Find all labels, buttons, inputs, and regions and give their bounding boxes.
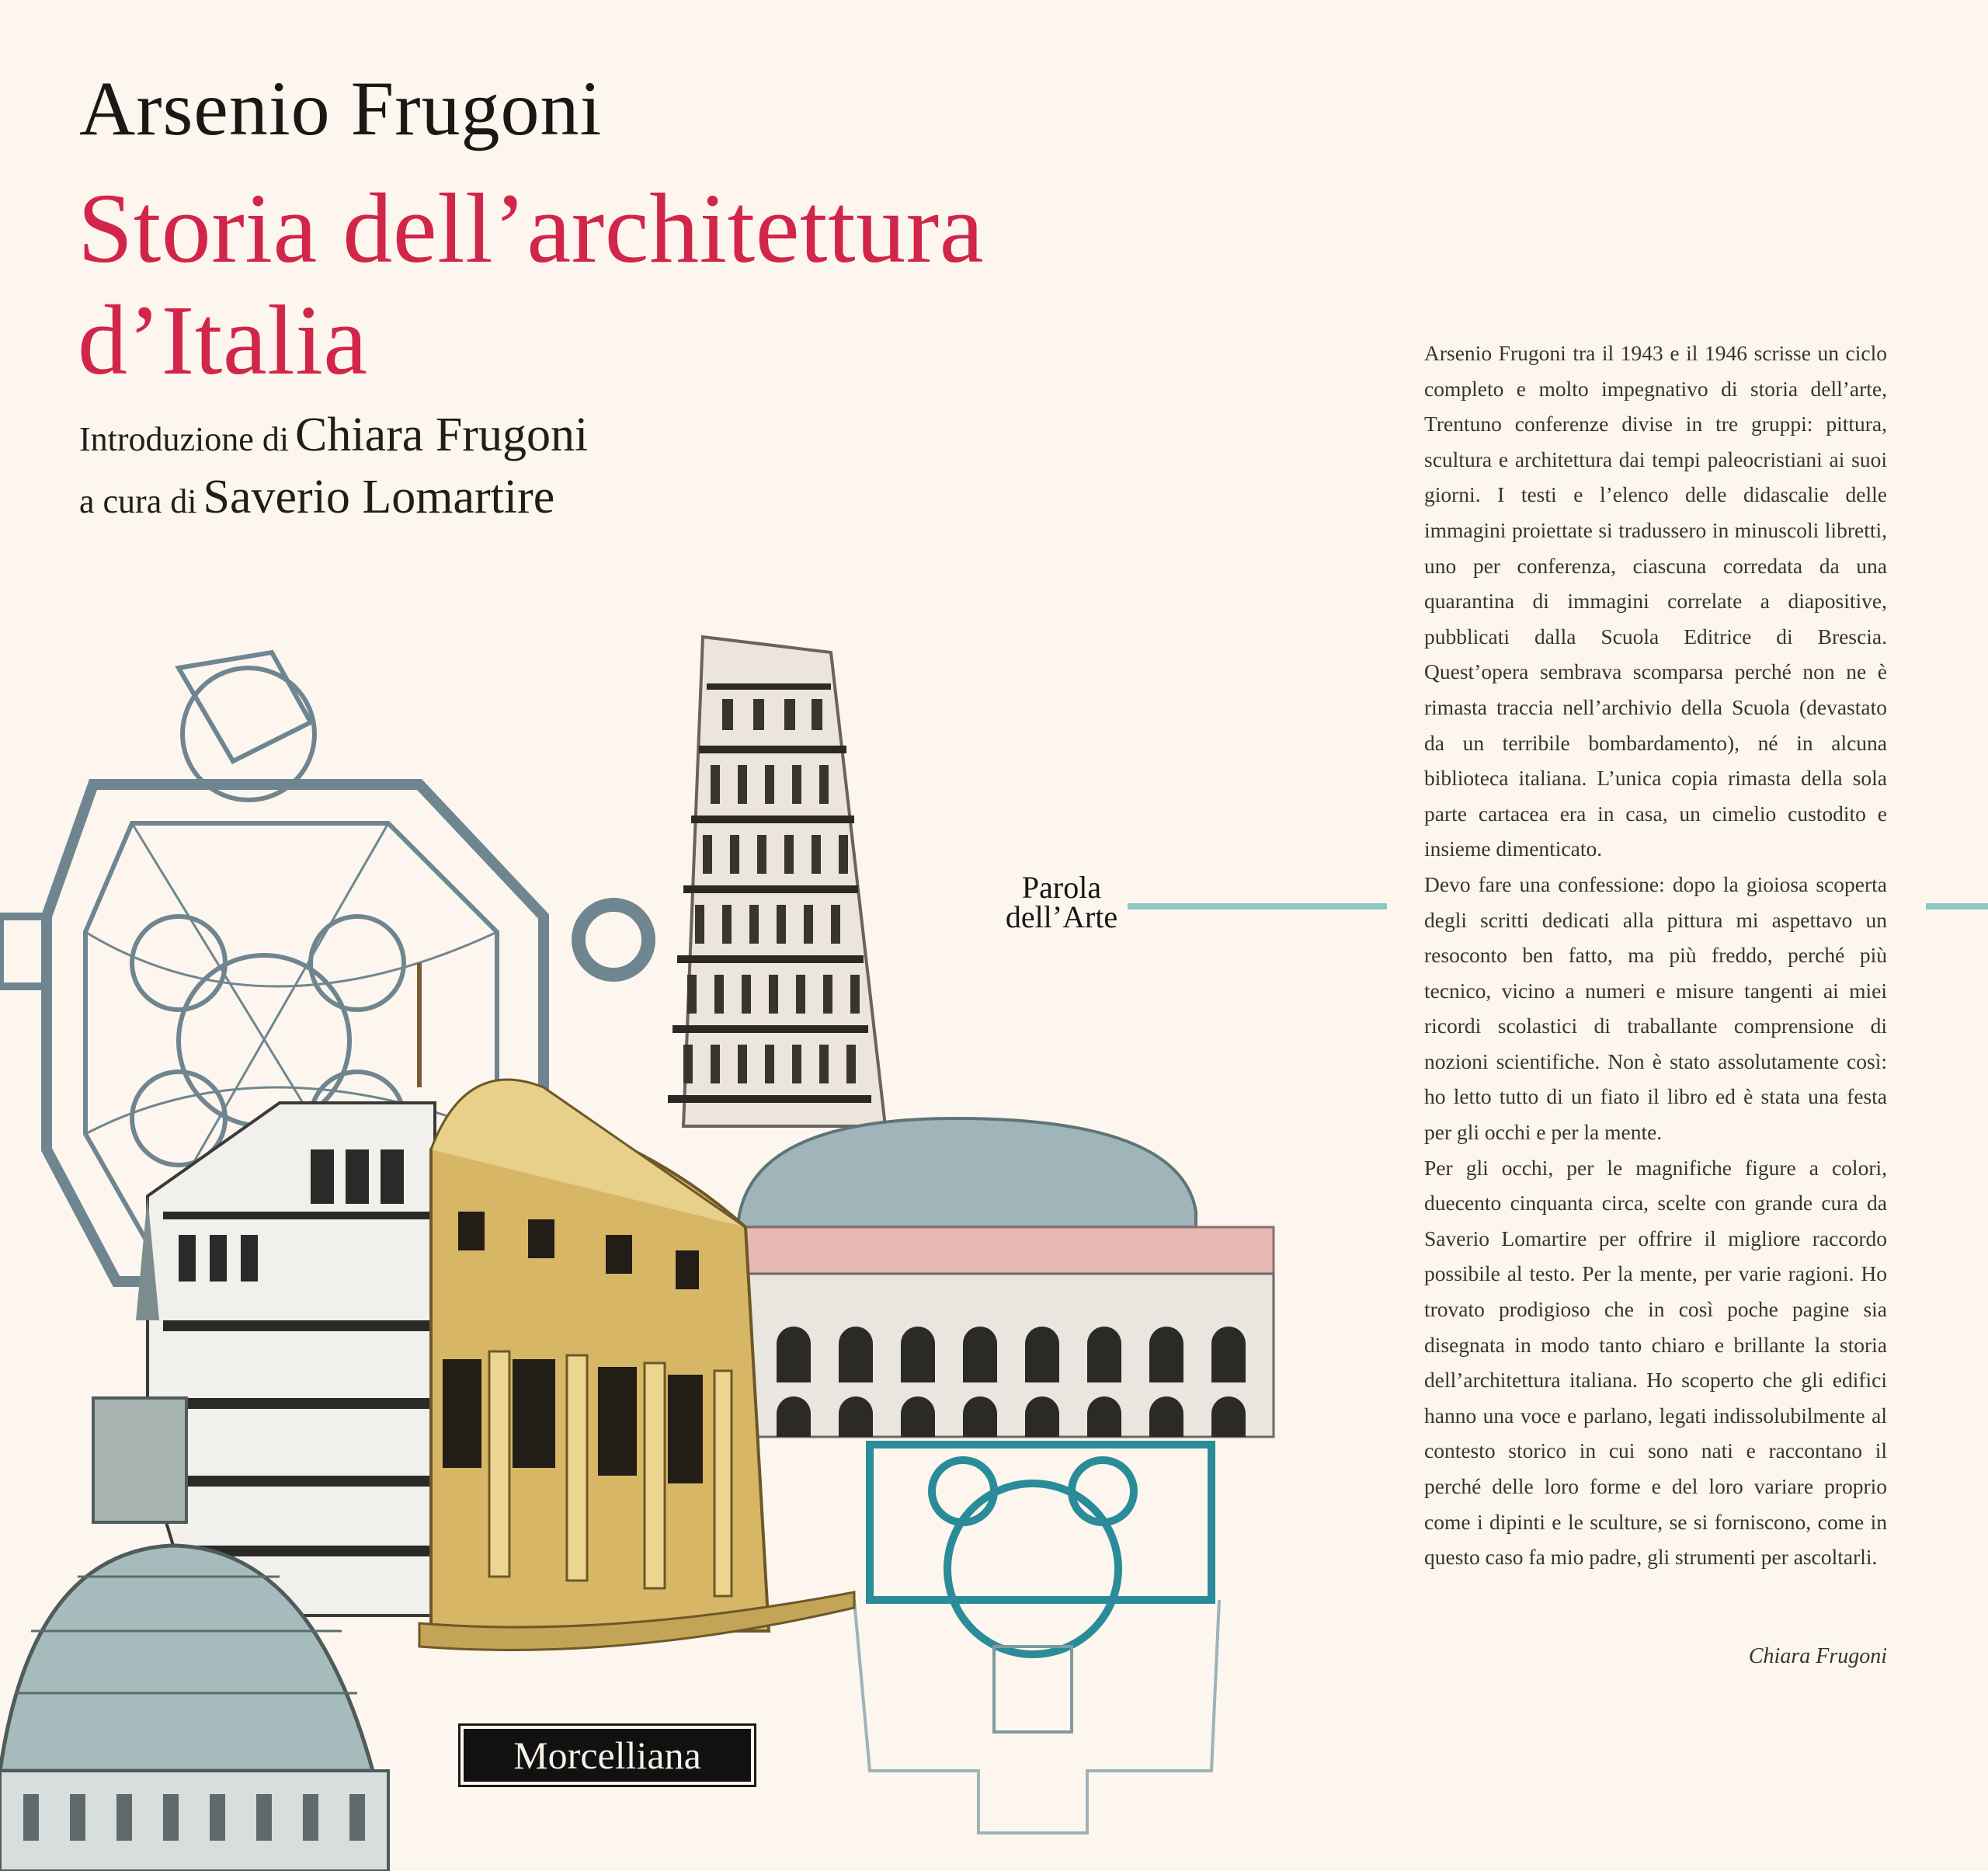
introduction-credit: [79, 404, 588, 466]
church-plan: [854, 1445, 1219, 1833]
blurb-paragraph-3: Per gli occhi, per le magnifiche figure a colori, duecento cinquanta circa, scelte con grande cura da Saverio Lomartire per offrire il migliore raccordo possibile al testo. Per la mente, per varie ragioni. Ho trovato prodigioso che in così poche pagine sia disegnata in modo tanto chiaro e brillante la storia dell’architettura italiana. Ho scoperto che gli edifici hanno una voce e parlano, legati indissolubilmente al contesto storico in cui sono nati e raccontano il perché delle loro forme e del loro variare proprio come i dipinti e le sculture, se si forniscono, come in questo caso fa mio padre, gli strumenti per ascoltarli.: [1424, 1155, 1887, 1570]
series-rule-left: [1128, 903, 1387, 909]
publisher-name: Morcelliana: [464, 1729, 751, 1782]
editor-credit: [79, 466, 588, 528]
series-line-2: dell’Arte: [1005, 899, 1118, 934]
leaning-tower: [668, 637, 885, 1126]
editor-prefix: a cura di: [79, 482, 197, 520]
blurb-signature: Chiara Frugoni: [1748, 1644, 1887, 1668]
title-line-1: Storia dell’architettura: [78, 173, 985, 283]
series-name: [988, 870, 1135, 934]
baptistery: [148, 1103, 435, 1615]
series-rule-right: [1926, 903, 1988, 909]
credits: [79, 404, 588, 528]
introduction-prefix: Introduzione di: [79, 420, 290, 458]
introduction-name: Chiara Frugoni: [295, 409, 589, 461]
blurb-paragraph-1: Arsenio Frugoni tra il 1943 e il 1946 scrisse un ciclo completo e molto impegnativo di storia dell’arte, Trentuno conferenze divise in tre gruppi: pittura, scultura e architettura dai tempi paleocristiani ai suoi giorni. I testi e l’elenco delle didascalie delle immagini proiettate si tradussero in minuscoli libretti, uno per conferenza, ciascuna corredata da una quarantina di immagini correlate a diapositive, pubblicati dalla Scuola Editrice di Brescia. Quest’opera sembrava scomparsa perché non ne è rimasta traccia nell’archivio della Scuola (devastato da un terribile bombardamento), né in alcuna biblioteca italiana. L’unica copia rimasta della sola parte cartacea era in casa, un cimelio custodito e insieme dimenticato.: [1424, 341, 1887, 861]
back-cover-blurb: [1424, 336, 1887, 1575]
book-title: [78, 172, 984, 396]
editor-name: Saverio Lomartire: [203, 471, 555, 523]
architecture-collage: [0, 621, 1320, 1871]
basilica-facade: [730, 1118, 1274, 1437]
blurb-paragraph-2: Devo fare una confessione: dopo la gioiosa scoperta degli scritti dedicati alla pittura mi aspettavo un resoconto ben fatto, ma più freddo, perché più tecnico, vicino a numeri e misure tangenti ai miei ricordi scolastici di traballante comprensione di nozioni scientifiche. Non è stato assolutamente così: ho letto tutto di un fiato il libro ed è stata una festa per gli occhi e per la mente.: [1424, 871, 1887, 1145]
title-line-2: d’Italia: [78, 285, 368, 395]
publisher-logo: [458, 1723, 756, 1787]
author-name: Arsenio Frugoni: [79, 65, 603, 151]
series-line-1: Parola: [1021, 870, 1102, 905]
